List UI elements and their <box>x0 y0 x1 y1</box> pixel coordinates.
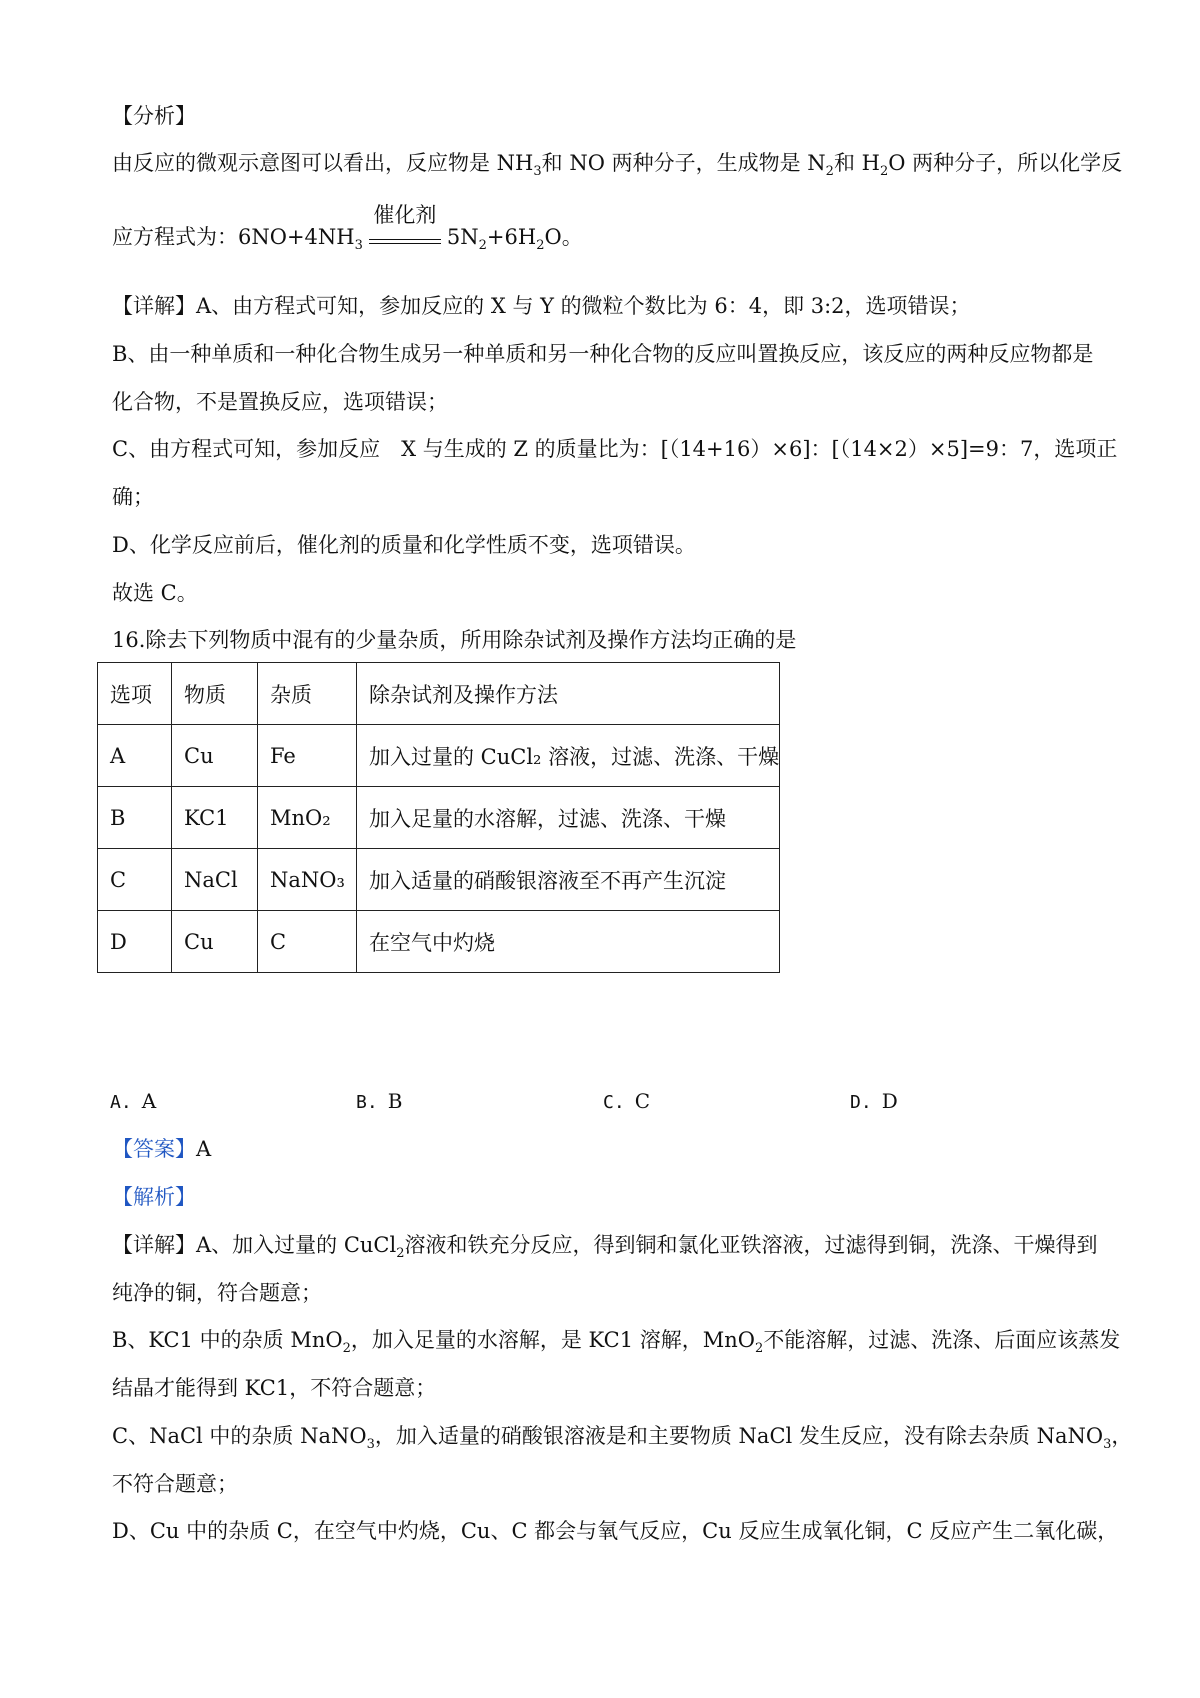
table-cell: MnO₂ <box>258 787 357 849</box>
table-cell: KC1 <box>172 787 258 849</box>
table-header-row <box>98 663 780 725</box>
detail2-option-c-line2: 不符合题意； <box>112 1472 238 1496</box>
detail2-option-c-line1: C、NaCl 中的杂质 NaNO$_3$，加入适量的硝酸银溶液是和主要物质 NaCl 发生反应，没有除去杂质 NaNO$_3$， <box>112 1424 1133 1452</box>
table-row <box>98 787 780 849</box>
table-cell: 加入过量的 CuCl₂ 溶液，过滤、洗涤、干燥 <box>357 725 780 787</box>
table-cell: NaCl <box>172 849 258 911</box>
table-cell: C <box>258 911 357 973</box>
table-header-cell: 选项 <box>98 663 172 725</box>
table-cell: 加入适量的硝酸银溶液至不再产生沉淀 <box>357 849 780 911</box>
table-cell: 在空气中灼烧 <box>357 911 780 973</box>
analysis-paragraph: 由反应的微观示意图可以看出，反应物是 $NH_3$和 NO 两种分子，生成物是 $N_2$和 $H_2O$ 两种分子，所以化学反 <box>112 151 1123 179</box>
table-cell: Cu <box>172 725 258 787</box>
analysis-heading: 【分析】 <box>112 104 196 128</box>
table-cell: 加入足量的水溶解，过滤、洗涤、干燥 <box>357 787 780 849</box>
detail1-option-b-line2: 化合物，不是置换反应，选项错误； <box>112 390 448 414</box>
question-16: 16.除去下列物质中混有的少量杂质，所用除杂试剂及操作方法均正确的是 <box>112 628 797 652</box>
answer-line <box>112 1134 211 1164</box>
detail2-option-b-line1: B、KC1 中的杂质 MnO$_2$，加入足量的水溶解，是 KC1 溶解，MnO$_2$不能溶解，过滤、洗涤、后面应该蒸发 <box>112 1328 1121 1356</box>
table-header-cell: 物质 <box>172 663 258 725</box>
table-cell: A <box>98 725 172 787</box>
detail1-option-b-line1: B、由一种单质和一种化合物生成另一种单质和另一种化合物的反应叫置换反应，该反应的两种反应物都是 <box>112 342 1094 366</box>
detail1-option-c-line1: C、由方程式可知，参加反应 X 与生成的 Z 的质量比为：[（14+16）×6]：[（14×2）×5]=9：7，选项正 <box>112 437 1118 461</box>
table-cell: B <box>98 787 172 849</box>
detail2-option-a-line2: 纯净的铜，符合题意； <box>112 1281 322 1305</box>
option-c: C. C <box>603 1089 650 1113</box>
answer-label: 【答案】 <box>112 1137 196 1161</box>
choice-made: 故选 C。 <box>112 581 198 605</box>
detail2-option-a-line1: 【详解】A、加入过量的 CuCl$_2$溶液和铁充分反应，得到铜和氯化亚铁溶液，过滤得到铜，洗涤、干燥得到 <box>112 1233 1098 1261</box>
table-header-cell: 杂质 <box>258 663 357 725</box>
chemical-equation: 应方程式为：$6NO+4NH_3$ 催化剂 $5N_2+6H_2O$。 <box>112 222 583 252</box>
detail1-option-d: D、化学反应前后，催化剂的质量和化学性质不变，选项错误。 <box>112 533 696 557</box>
table-header-cell: 除杂试剂及操作方法 <box>357 663 780 725</box>
table-cell: D <box>98 911 172 973</box>
detail2-option-b-line2: 结晶才能得到 KC1，不符合题意； <box>112 1376 437 1400</box>
option-b: B. B <box>356 1089 403 1113</box>
option-d: D. D <box>850 1089 898 1113</box>
catalyst-label: 催化剂 <box>373 203 437 227</box>
detail2-option-d-line1: D、Cu 中的杂质 C，在空气中灼烧，Cu、C 都会与氧气反应，Cu 反应生成氧化铜，C 反应产生二氧化碳， <box>112 1519 1119 1543</box>
table-row <box>98 725 780 787</box>
table-cell: Fe <box>258 725 357 787</box>
table-cell: NaNO₃ <box>258 849 357 911</box>
explanation-label: 【解析】 <box>112 1185 196 1209</box>
table-row <box>98 849 780 911</box>
catalyst-arrow <box>365 203 445 252</box>
table-cell: Cu <box>172 911 258 973</box>
option-a: A. A <box>110 1089 157 1113</box>
table-cell: C <box>98 849 172 911</box>
table-row <box>98 911 780 973</box>
detail1-option-a: 【详解】A、由方程式可知，参加反应的 X 与 Y 的微粒个数比为 6：4，即 3:2，选项错误； <box>112 294 971 318</box>
impurity-table <box>97 662 780 973</box>
answer-value: A <box>196 1137 212 1161</box>
detail1-option-c-line2: 确； <box>112 485 154 509</box>
